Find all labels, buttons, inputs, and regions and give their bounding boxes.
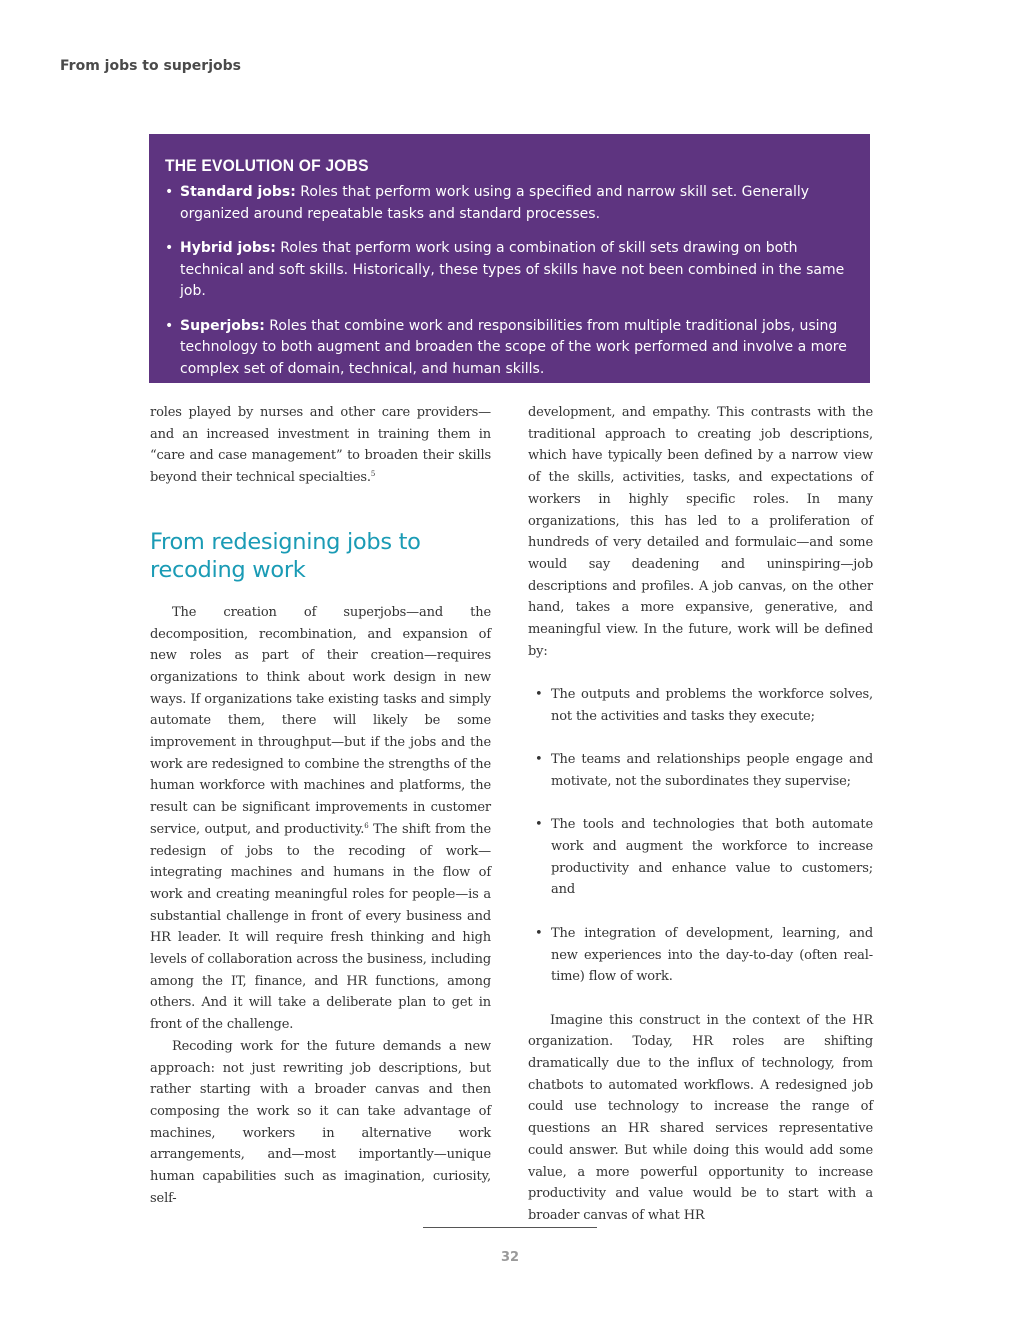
body-paragraph-1 (150, 602, 491, 1036)
callout-item-standard-jobs (165, 182, 854, 225)
footer-divider (423, 1227, 597, 1228)
paragraph-text: roles played by nurses and other care providers—and an increased investment in training them in “care and case management” to broaden their skills beyond their technical specialties. (150, 405, 491, 486)
callout-text: Roles that perform work using a specified and narrow skill set. Generally organized around repeatable tasks and standard processes. (180, 184, 810, 222)
running-header: From jobs to superjobs (60, 58, 241, 74)
callout-item-hybrid-jobs (165, 238, 854, 303)
paragraph-text: The creation of superjobs—and the decomposition, recombination, and expansion of new roles as part of their creation—requires organizations to think about work design in new ways. If organizations take existing tasks and simply automate them, there will likely be some improvement in throughput—but if the jobs and the work are redesigned to combine the strengths of the human workforce with machines and platforms, the result can be significant improvements in customer service, output, and productivity. (150, 604, 491, 837)
callout-text: Roles that combine work and responsibilities from multiple traditional jobs, using technology to both augment and broaden the scope of the work performed and involve a more complex set of domain, technical, and human skills. (180, 317, 847, 377)
left-column (150, 402, 491, 1210)
callout-text: Roles that perform work using a combination of skill sets drawing on both technical and soft skills. Historically, these types of skills have not been combined in the same job. (180, 240, 845, 299)
right-column (528, 402, 873, 1227)
evolution-of-jobs-callout (149, 134, 870, 383)
page-number: 32 (500, 1250, 520, 1265)
list-item: • The teams and relationships people engage and motivate, not the subordinates they supervise; (528, 749, 873, 792)
callout-term: Hybrid jobs: (180, 240, 276, 256)
left-intro-paragraph (150, 402, 491, 489)
callout-item-superjobs (165, 316, 854, 381)
endnote-marker: 6 (364, 821, 369, 830)
work-definition-list (528, 684, 873, 988)
section-heading: From redesigning jobs to recoding work (150, 528, 421, 583)
callout-list (165, 182, 854, 380)
right-intro-paragraph: development, and empathy. This contrasts with the traditional approach to creating job descriptions, which have typically been defined by a narrow view of the skills, activities, tasks, and expectations of workers in highly specific roles. In many organizations, this has led to a proliferation of hundreds of very detailed and formulaic—and some would say deadening and uninspiring—job descriptions and profiles. A job canvas, on the other hand, takes a more expansive, generative, and meaningful view. In the future, work will be defined by: (528, 405, 873, 659)
list-item: • The integration of development, learning, and new experiences into the day-to-day (often real-time) flow of work. (528, 923, 873, 988)
callout-term: Standard jobs: (180, 184, 296, 200)
right-final-paragraph: Imagine this construct in the context of the HR organization. Today, HR roles are shifting dramatically due to the influx of technology, from chatbots to automated workflows. A redesigned job could use technology to increase the range of questions an HR shared services representative could answer. But while doing this would add some value, a more powerful opportunity to increase productivity and value would be to start with a broader canvas of what HR (528, 1012, 873, 1223)
list-item: • The tools and technologies that both automate work and augment the workforce to increase productivity and enhance value to customers; and (528, 814, 873, 901)
body-paragraph-2: Recoding work for the future demands a new approach: not just rewriting job descriptions, but rather starting with a broader canvas and then composing the work so it can take advantage of machines, workers in alternative work arrangements, and—most importantly—unique human capabilities such as imagination, curiosity, self- (150, 1038, 491, 1206)
callout-term: Superjobs: (180, 317, 265, 334)
endnote-marker: 5 (370, 470, 376, 479)
callout-title: THE EVOLUTION OF JOBS (165, 156, 369, 175)
list-item: • The outputs and problems the workforce solves, not the activities and tasks they execute; (528, 684, 873, 727)
paragraph-text: The shift from the redesign of jobs to the recoding of work—integrating machines and humans in the flow of work and creating meaningful roles for people—is a substantial challenge in front of every business and HR leader. It will require fresh thinking and high levels of collaboration across the business, including among the IT, finance, and HR functions, among others. And it will take a deliberate plan to get in front of the challenge. (150, 821, 491, 1033)
